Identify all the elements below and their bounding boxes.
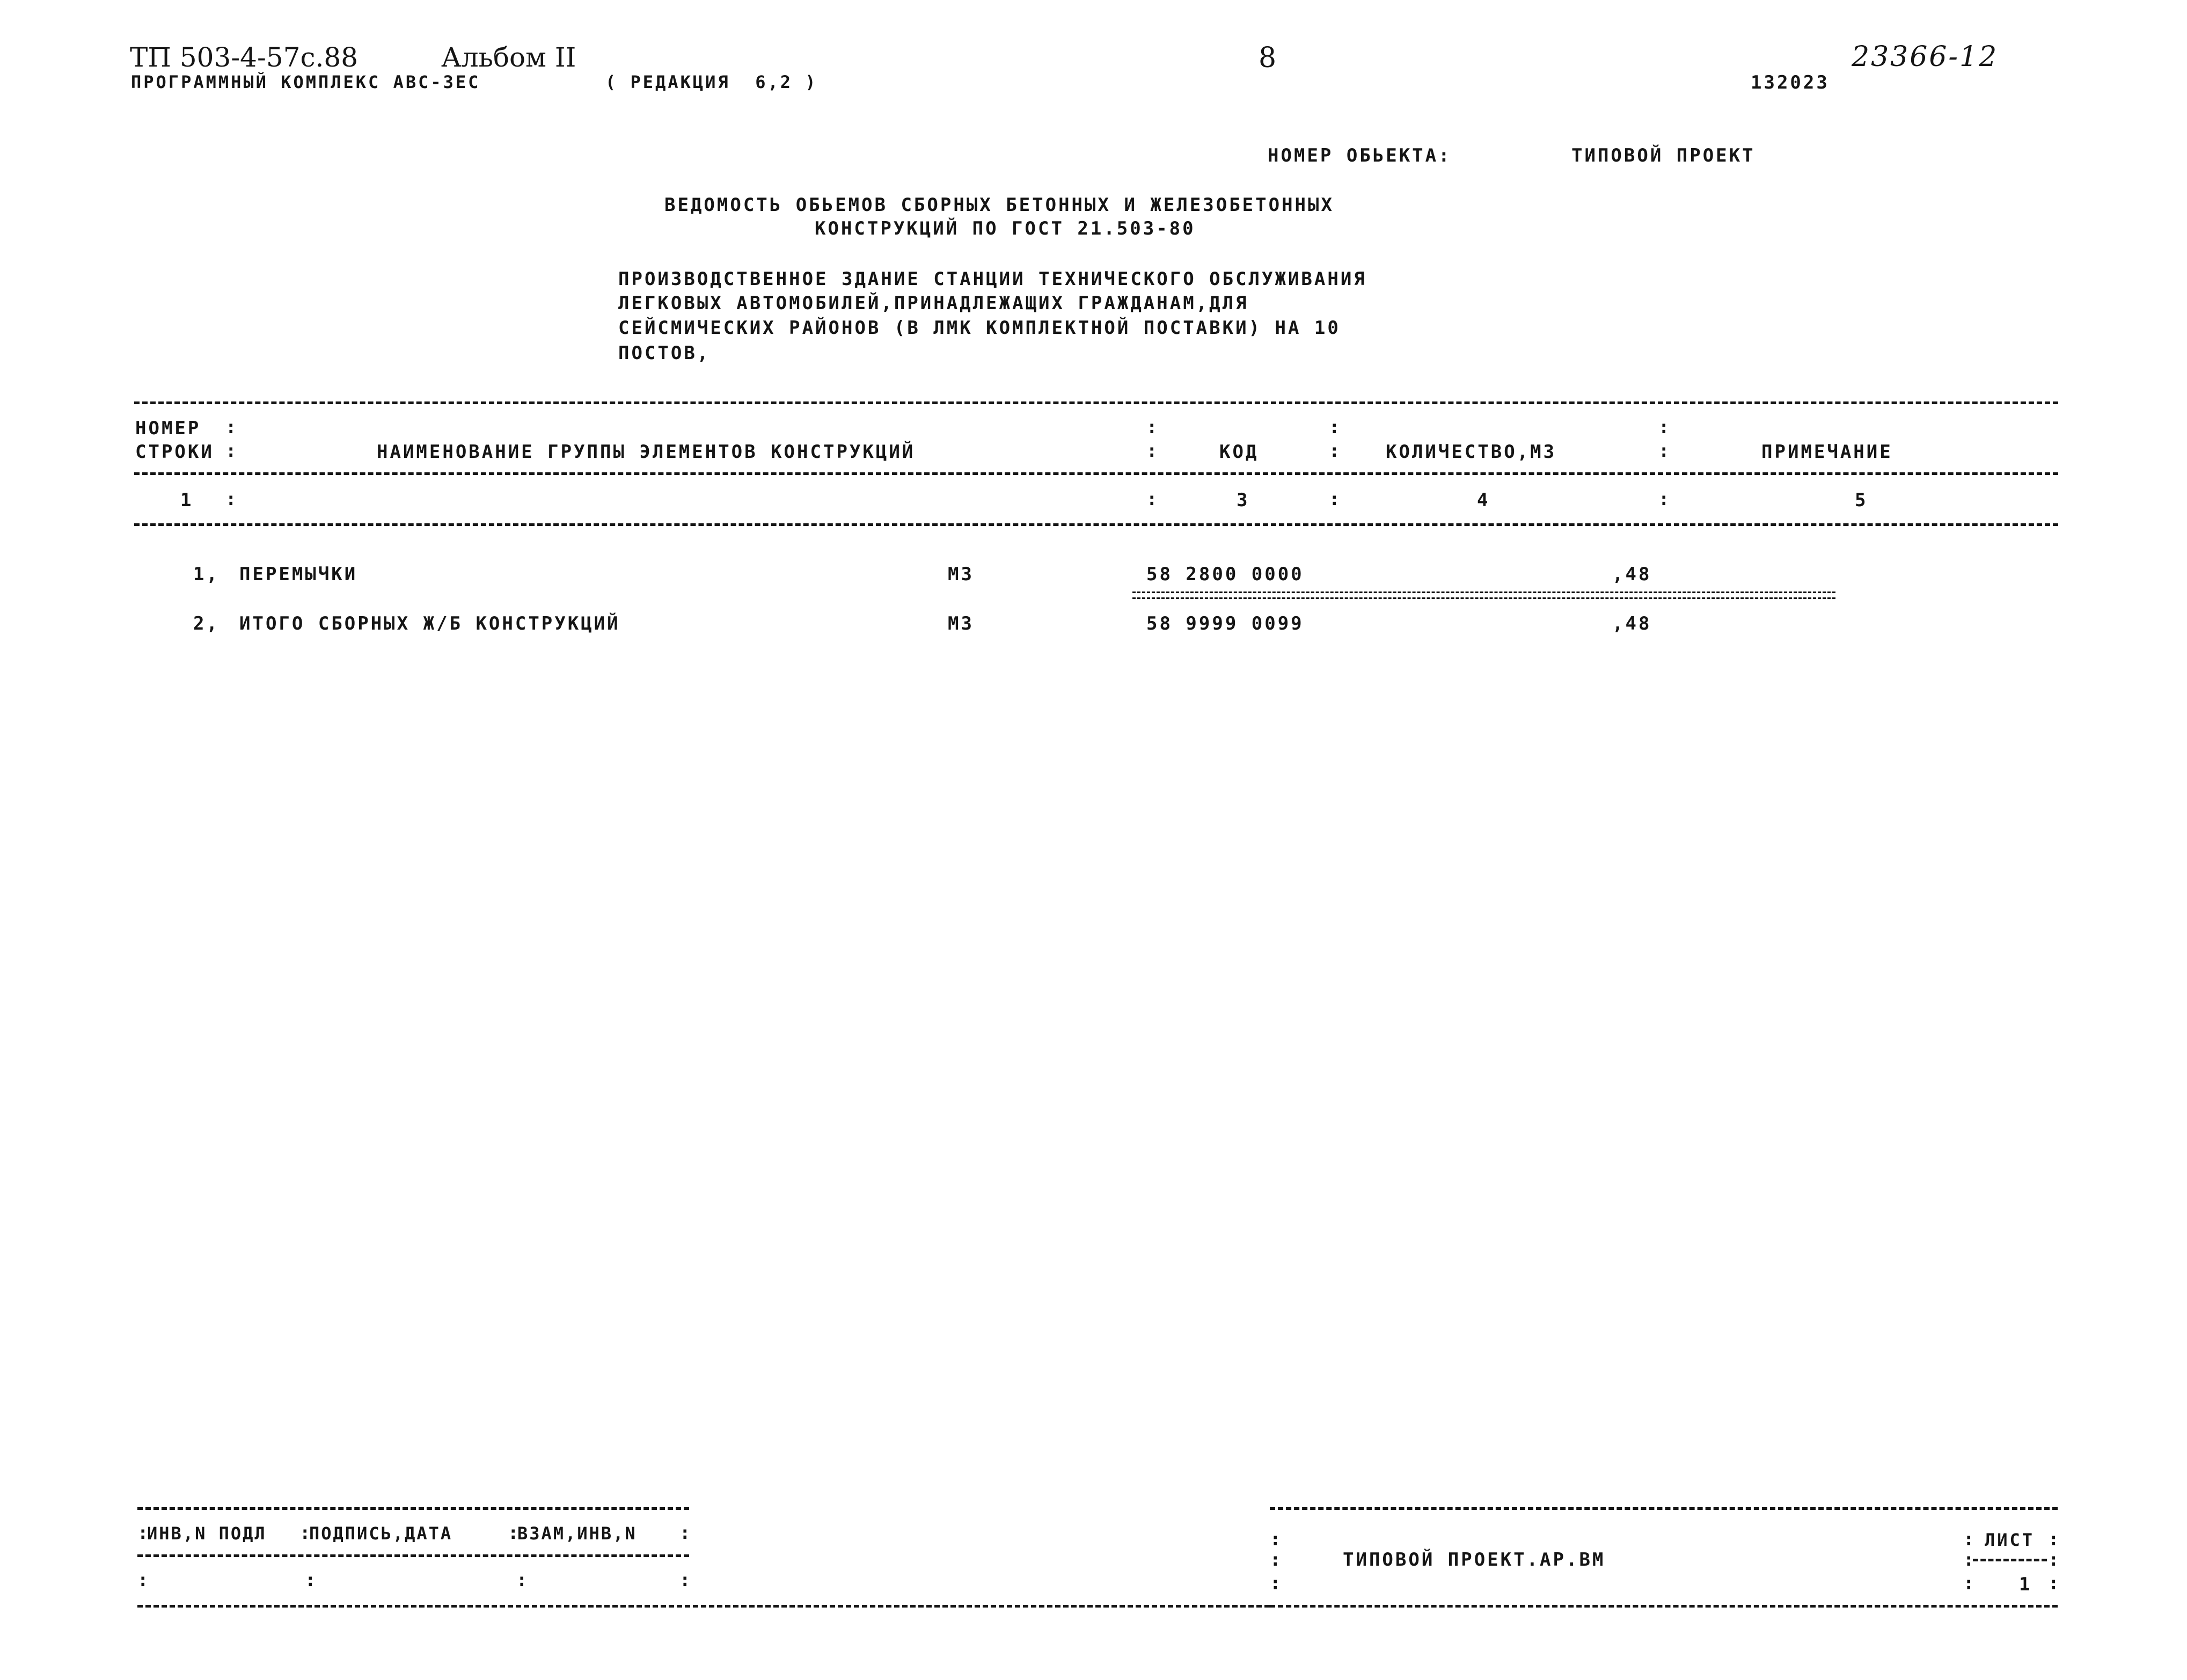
column-number-3: 3	[1237, 490, 1248, 511]
footer-replace-label: ВЗАМ,ИНВ,N	[517, 1523, 637, 1544]
footer-left-mid-rule	[137, 1554, 689, 1557]
header-code: КОД	[1219, 441, 1259, 463]
row-unit: М3	[948, 613, 974, 634]
table-header-rule	[134, 472, 2058, 475]
document-title-line2: КОНСТРУКЦИЙ ПО ГОСТ 21.503-80	[815, 218, 1196, 239]
header-quantity: КОЛИЧЕСТВО,М3	[1386, 441, 1557, 463]
row-quantity: ,48	[1612, 564, 1652, 585]
column-separator: :	[2048, 1529, 2059, 1550]
footer-signature-label: ПОДПИСЬ,ДАТА	[309, 1523, 453, 1544]
edition-label: ( РЕДАКЦИЯ 6,2 )	[605, 72, 818, 92]
column-number-1: 1	[180, 490, 192, 511]
row-number: 2,	[193, 613, 220, 634]
header-row-number-1: НОМЕР	[135, 418, 201, 439]
row-name: ПЕРЕМЫЧКИ	[239, 564, 358, 585]
column-number-5: 5	[1855, 490, 1866, 511]
stamp-number: 132023	[1751, 72, 1830, 93]
footer-inv-label: ИНВ,N ПОДЛ	[147, 1523, 267, 1544]
footer-project-title: ТИПОВОЙ ПРОЕКТ.АР.ВМ	[1343, 1549, 1606, 1571]
header-note: ПРИМЕЧАНИЕ	[1761, 441, 1893, 463]
row-number: 1,	[193, 564, 220, 585]
sheet-box-rule	[1973, 1559, 2047, 1561]
column-separator: :	[1329, 488, 1340, 510]
column-separator: :	[679, 1569, 691, 1591]
column-separator: :	[1658, 488, 1670, 510]
column-separator: :	[1270, 1549, 1281, 1571]
object-number-label: НОМЕР ОБЬЕКТА:	[1268, 145, 1452, 166]
software-label: ПРОГРАММНЫЙ КОМПЛЕКС АВС-3ЕС	[131, 72, 481, 92]
column-separator: :	[1329, 440, 1340, 462]
project-code: ТП 503-4-57с.88	[130, 42, 359, 73]
header-row-number-2: СТРОКИ	[135, 441, 214, 463]
column-separator: :	[225, 488, 237, 510]
footer-bottom-rule	[137, 1605, 1270, 1608]
table-top-rule	[134, 401, 2058, 404]
row-code: 58 2800 0000	[1146, 564, 1304, 585]
column-separator: :	[1963, 1573, 1974, 1594]
sheet-number: 1	[2019, 1574, 2030, 1595]
column-separator: :	[299, 1522, 311, 1544]
footer-right-top-rule	[1270, 1507, 2058, 1510]
column-separator: :	[2048, 1573, 2059, 1594]
description-line1: ПРОИЗВОДСТВЕННОЕ ЗДАНИЕ СТАНЦИИ ТЕХНИЧЕСКОГО ОБСЛУЖИВАНИЯ	[618, 268, 1367, 290]
header-name: НАИМЕНОВАНИЕ ГРУППЫ ЭЛЕМЕНТОВ КОНСТРУКЦИЙ	[377, 441, 916, 463]
column-separator: :	[1270, 1529, 1281, 1550]
page-number: 8	[1259, 42, 1277, 74]
row-quantity: ,48	[1612, 613, 1652, 634]
column-separator: :	[2048, 1549, 2059, 1571]
album-label: Альбом II	[441, 42, 576, 73]
column-separator: :	[1658, 440, 1670, 462]
column-separator: :	[1270, 1573, 1281, 1594]
table-numbers-rule	[134, 523, 2058, 526]
column-separator: :	[1146, 417, 1158, 438]
column-separator: :	[508, 1522, 519, 1544]
description-line4: ПОСТОВ,	[618, 342, 711, 364]
row-name: ИТОГО СБОРНЫХ Ж/Б КОНСТРУКЦИЙ	[239, 613, 620, 634]
column-separator: :	[305, 1569, 316, 1591]
footer-left-top-rule	[137, 1507, 689, 1510]
column-separator: :	[516, 1569, 528, 1591]
row-code: 58 9999 0099	[1146, 613, 1304, 634]
total-double-rule	[1132, 591, 1835, 599]
handwritten-number: 23366-12	[1852, 41, 1999, 73]
column-separator: :	[1146, 488, 1158, 510]
column-separator: :	[1963, 1549, 1974, 1571]
description-line3: СЕЙСМИЧЕСКИХ РАЙОНОВ (В ЛМК КОМПЛЕКТНОЙ ПОСТАВКИ) НА 10	[618, 317, 1341, 339]
footer-right-bottom-rule	[1270, 1605, 2058, 1608]
column-separator: :	[225, 440, 237, 462]
column-separator: :	[1963, 1529, 1974, 1550]
column-separator: :	[1146, 440, 1158, 462]
column-separator: :	[137, 1569, 149, 1591]
document-title-line1: ВЕДОМОСТЬ ОБЬЕМОВ СБОРНЫХ БЕТОННЫХ И ЖЕЛЕЗОБЕТОННЫХ	[664, 194, 1334, 216]
column-separator: :	[1658, 417, 1670, 438]
column-separator: :	[225, 417, 237, 438]
column-separator: :	[1329, 417, 1340, 438]
row-unit: М3	[948, 564, 974, 585]
column-separator: :	[137, 1522, 149, 1544]
column-number-4: 4	[1477, 490, 1488, 511]
column-separator: :	[679, 1522, 691, 1544]
sheet-label: ЛИСТ	[1985, 1530, 2035, 1550]
object-number-value: ТИПОВОЙ ПРОЕКТ	[1571, 145, 1756, 166]
description-line2: ЛЕГКОВЫХ АВТОМОБИЛЕЙ,ПРИНАДЛЕЖАЩИХ ГРАЖДАНАМ,ДЛЯ	[618, 293, 1249, 314]
